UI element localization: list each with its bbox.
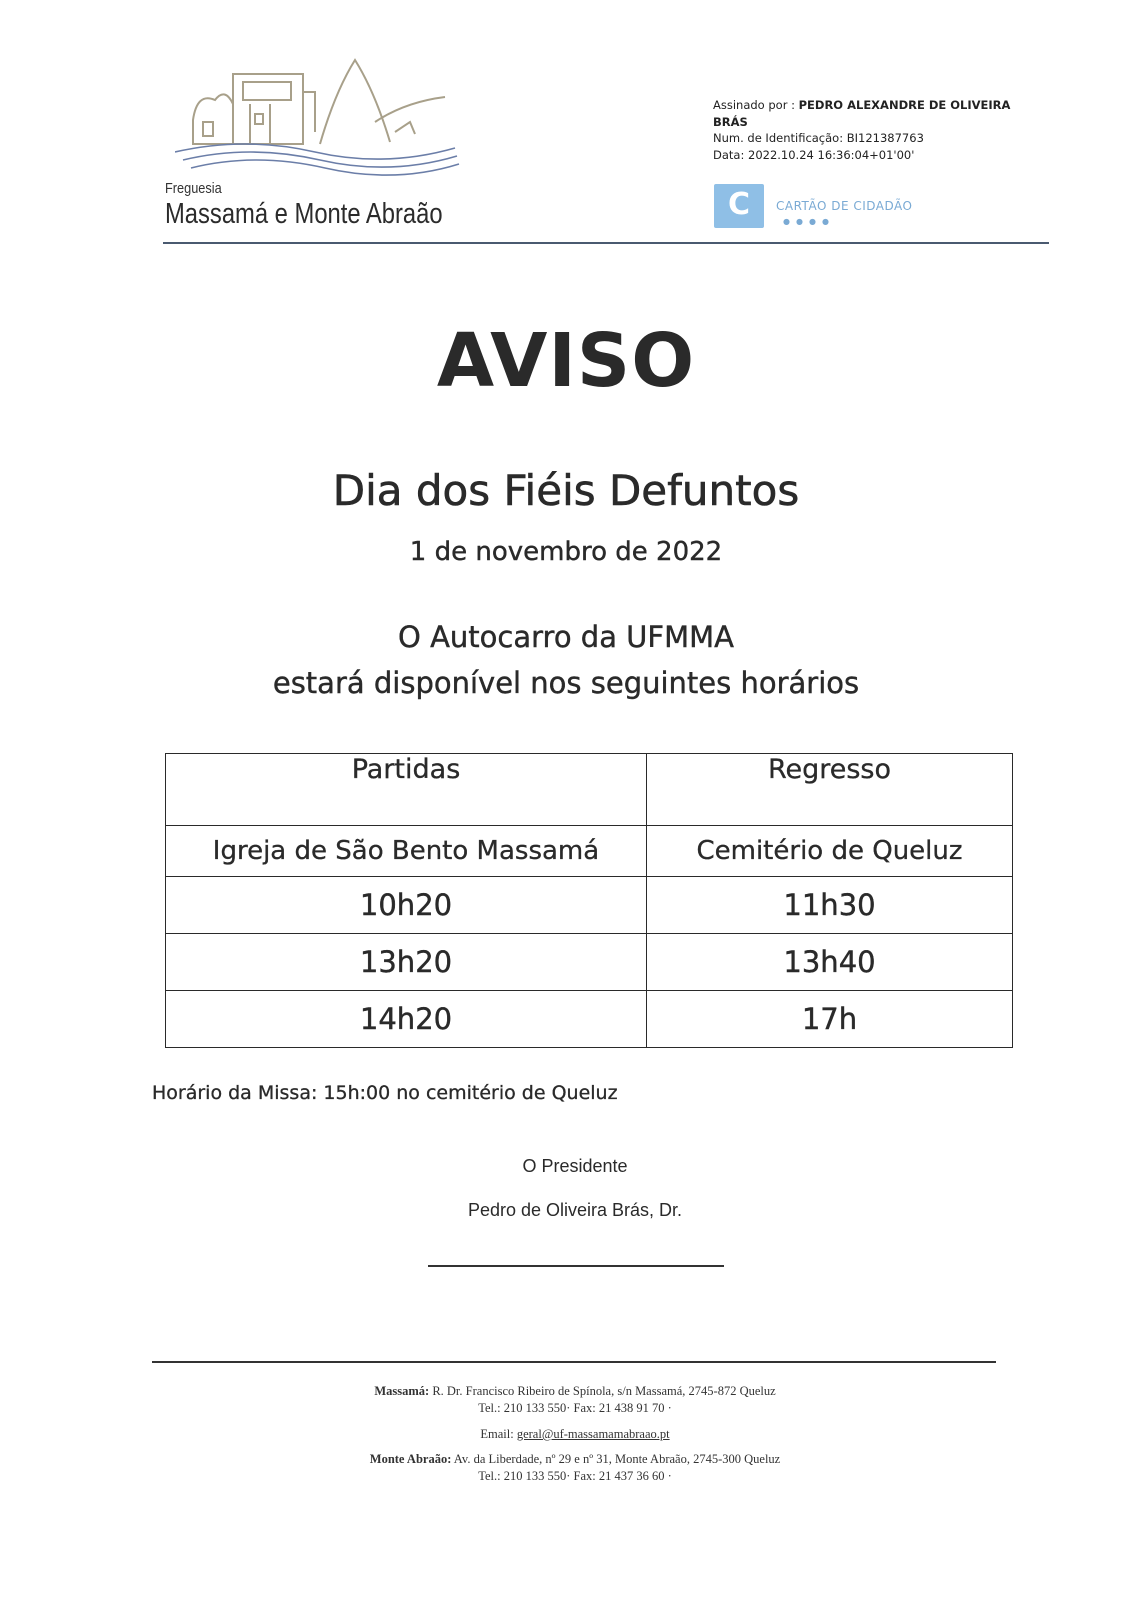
logo-line-2: Massamá e Monte Abraão <box>165 198 443 230</box>
signed-by-label: Assinado por : <box>713 98 795 112</box>
table-header-row <box>166 754 1013 826</box>
footer-massama-text: R. Dr. Francisco Ribeiro de Spínola, s/n Massamá, 2745-872 Queluz <box>432 1384 776 1398</box>
table-row <box>166 877 1013 934</box>
id-value: BI121387763 <box>846 131 924 145</box>
footer-monte-text: Av. da Liberdade, nº 29 e nº 31, Monte Abraão, 2745-300 Queluz <box>453 1452 781 1466</box>
signed-by-name: PEDRO ALEXANDRE DE OLIVEIRA BRÁS <box>713 98 1011 129</box>
intro-line-1: O Autocarro da UFMMA <box>398 620 734 654</box>
footer-monte-label: Monte Abraão: <box>369 1452 452 1466</box>
departure-time: 10h20 <box>166 877 647 934</box>
signed-by-line <box>713 97 1043 130</box>
citizen-card-dots: ●●●● <box>783 217 835 226</box>
table-place-row <box>166 826 1013 877</box>
schedule-table <box>165 753 1013 1048</box>
logo-line-1: Freguesia <box>165 180 222 197</box>
footer-monte-address <box>0 1452 1132 1467</box>
parish-logo <box>165 52 465 232</box>
signature-line <box>428 1265 724 1267</box>
header-return: Regresso <box>647 754 1013 826</box>
return-time: 17h <box>647 991 1013 1048</box>
departure-time: 13h20 <box>166 934 647 991</box>
president-name: Pedro de Oliveira Brás, Dr. <box>467 1200 683 1220</box>
id-label: Num. de Identificação: <box>713 131 844 145</box>
footer-massama-phones: Tel.: 210 133 550· Fax: 21 438 91 70 · <box>478 1401 672 1415</box>
return-time: 11h30 <box>647 877 1013 934</box>
event-date: 1 de novembro de 2022 <box>409 537 723 567</box>
citizen-card-label: CARTÃO DE CIDADÃO <box>776 199 913 213</box>
header-divider <box>163 242 1049 244</box>
citizen-card-badge <box>714 184 974 230</box>
id-line <box>713 130 1043 147</box>
table-row <box>166 991 1013 1048</box>
footer-divider <box>152 1361 996 1363</box>
notice-title: AVISO <box>436 318 696 404</box>
departure-time: 14h20 <box>166 991 647 1048</box>
departure-place: Igreja de São Bento Massamá <box>166 826 647 877</box>
mass-schedule: Horário da Missa: 15h:00 no cemitério de Queluz <box>152 1082 618 1104</box>
footer-email-link[interactable]: geral@uf-massamamabraao.pt <box>516 1427 670 1441</box>
return-place: Cemitério de Queluz <box>647 826 1013 877</box>
cartao-cidadao-icon: C <box>714 184 764 228</box>
intro-line-2: estará disponível nos seguintes horários <box>272 666 860 700</box>
date-line <box>713 147 1043 164</box>
parish-emblem-icon <box>175 52 465 177</box>
footer-massama-address <box>0 1384 1132 1399</box>
header-departures: Partidas <box>166 754 647 826</box>
digital-signature-block <box>713 97 1043 163</box>
footer-massama-label: Massamá: <box>374 1384 430 1398</box>
footer-email-label: Email: <box>480 1427 514 1441</box>
footer-monte-phones: Tel.: 210 133 550· Fax: 21 437 36 60 · <box>478 1469 672 1483</box>
signature-date-label: Data: <box>713 147 745 162</box>
signature-date-value: 2022.10.24 16:36:04+01'00' <box>748 147 915 162</box>
footer-email <box>0 1427 1132 1442</box>
return-time: 13h40 <box>647 934 1013 991</box>
table-row <box>166 934 1013 991</box>
notice-subtitle: Dia dos Fiéis Defuntos <box>332 466 800 515</box>
president-title: O Presidente <box>522 1156 628 1176</box>
